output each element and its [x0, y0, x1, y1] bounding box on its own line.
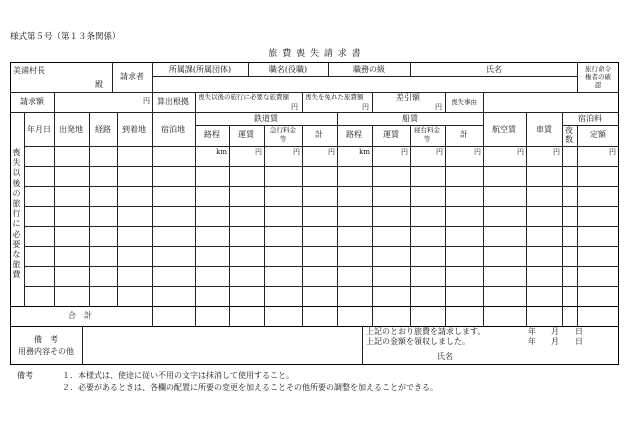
unit-ship-km: km	[359, 148, 370, 156]
col-sleeper-1: 寝台料金	[414, 126, 440, 134]
form-number: 様式第５号（第１３条関係）	[10, 32, 121, 42]
deduction-label: 差引額	[396, 93, 420, 102]
col-ship-total: 計	[460, 130, 468, 139]
claim-amount-yen: 円	[143, 97, 150, 105]
col-express-2: 等	[279, 135, 287, 143]
claimant-label: 請求者	[120, 72, 144, 81]
date1-year: 年	[528, 327, 536, 336]
order-confirm-label-2: 権者の確	[585, 73, 611, 81]
col-rail-total: 計	[315, 130, 323, 139]
col-express-1: 急行料金	[270, 126, 296, 134]
date2-day: 日	[575, 337, 583, 346]
avoided-amount-label: 喪失を免れた旅費額	[305, 93, 364, 101]
honorific: 殿	[95, 80, 103, 89]
unit-car-yen: 円	[553, 148, 560, 156]
col-ship-group: 船賃	[402, 114, 418, 123]
note-1: １．本様式は、使途に従い不用の文字は抹消して使用すること。	[62, 371, 294, 380]
col-ship-fare: 運賃	[383, 130, 399, 139]
date2-year: 年	[528, 337, 536, 346]
unit-sleeper-yen: 円	[436, 148, 443, 156]
unit-rail-km: km	[216, 148, 227, 156]
col-nights-1: 夜	[565, 126, 573, 135]
col-sleeper-2: 等	[423, 135, 431, 143]
col-lodging-place: 宿泊地	[161, 125, 185, 134]
col-rail-fare: 運賃	[238, 130, 254, 139]
order-confirm-label-3: 認	[594, 81, 602, 89]
total-row-label: 合 計	[68, 311, 92, 320]
notes-label: 備考	[17, 371, 33, 380]
col-ship-distance: 路程	[346, 130, 362, 139]
side-label-loss-travel: 喪 失 以 後 の 旅 行 に 必 要 な 旅 費	[12, 148, 21, 280]
needed-amount-yen: 円	[291, 103, 298, 111]
statement-request: 上記のとおり旅費を請求します。	[366, 327, 486, 336]
unit-ship-total-yen: 円	[474, 148, 481, 156]
unit-rail-fare-yen: 円	[255, 148, 262, 156]
col-arrival: 到着地	[122, 125, 146, 134]
col-car-fare: 車賃	[536, 125, 552, 134]
remarks-sub-label: 用務内容その他	[18, 347, 74, 356]
col-departure: 出発地	[59, 125, 83, 134]
date2-month: 月	[551, 337, 559, 346]
addressee: 美浦村長	[13, 66, 45, 75]
name-label: 氏名	[486, 65, 502, 74]
calc-basis-label: 算出根拠	[157, 97, 189, 106]
needed-amount-label: 喪失以後の旅行に必要な旅費額	[198, 93, 289, 101]
avoided-amount-yen: 円	[362, 103, 369, 111]
order-confirm-label-1: 旅行命令	[585, 65, 611, 73]
col-nights-2: 数	[565, 135, 573, 144]
col-month-day: 年月日	[27, 125, 51, 134]
unit-air-yen: 円	[517, 148, 524, 156]
unit-express-yen: 円	[293, 148, 300, 156]
col-air-fare: 航空賃	[492, 125, 516, 134]
col-rail-group: 鉄道賃	[254, 114, 278, 123]
date1-day: 日	[575, 327, 583, 336]
deduction-yen: 円	[435, 103, 442, 111]
col-lodging-fee-group: 宿泊料	[578, 114, 602, 123]
form-title: 旅 費 喪 失 請 求 書	[268, 49, 362, 59]
statement-received: 上記の金額を領収しました。	[366, 337, 470, 346]
col-fixed-amount: 定額	[590, 130, 606, 139]
loss-reason-label: 喪失事由	[451, 98, 477, 106]
col-rail-distance: 路程	[204, 130, 220, 139]
date1-month: 月	[551, 327, 559, 336]
position-label: 職名(役職)	[268, 65, 308, 74]
unit-fixed-yen: 円	[609, 148, 616, 156]
note-2: ２．必要があるときは、各欄の配置に所要の変更を加えることその他所要の調整を加えることができる。	[62, 383, 438, 392]
unit-ship-fare-yen: 円	[401, 148, 408, 156]
col-route: 経路	[95, 125, 111, 134]
grade-label: 職務の級	[353, 65, 385, 74]
unit-rail-total-yen: 円	[328, 148, 335, 156]
remarks-label: 備 考	[34, 335, 58, 344]
affiliation-label: 所属課(所属団体)	[168, 65, 232, 74]
signature-name-label: 氏名	[437, 352, 453, 361]
claim-amount-label: 請求額	[20, 97, 44, 106]
